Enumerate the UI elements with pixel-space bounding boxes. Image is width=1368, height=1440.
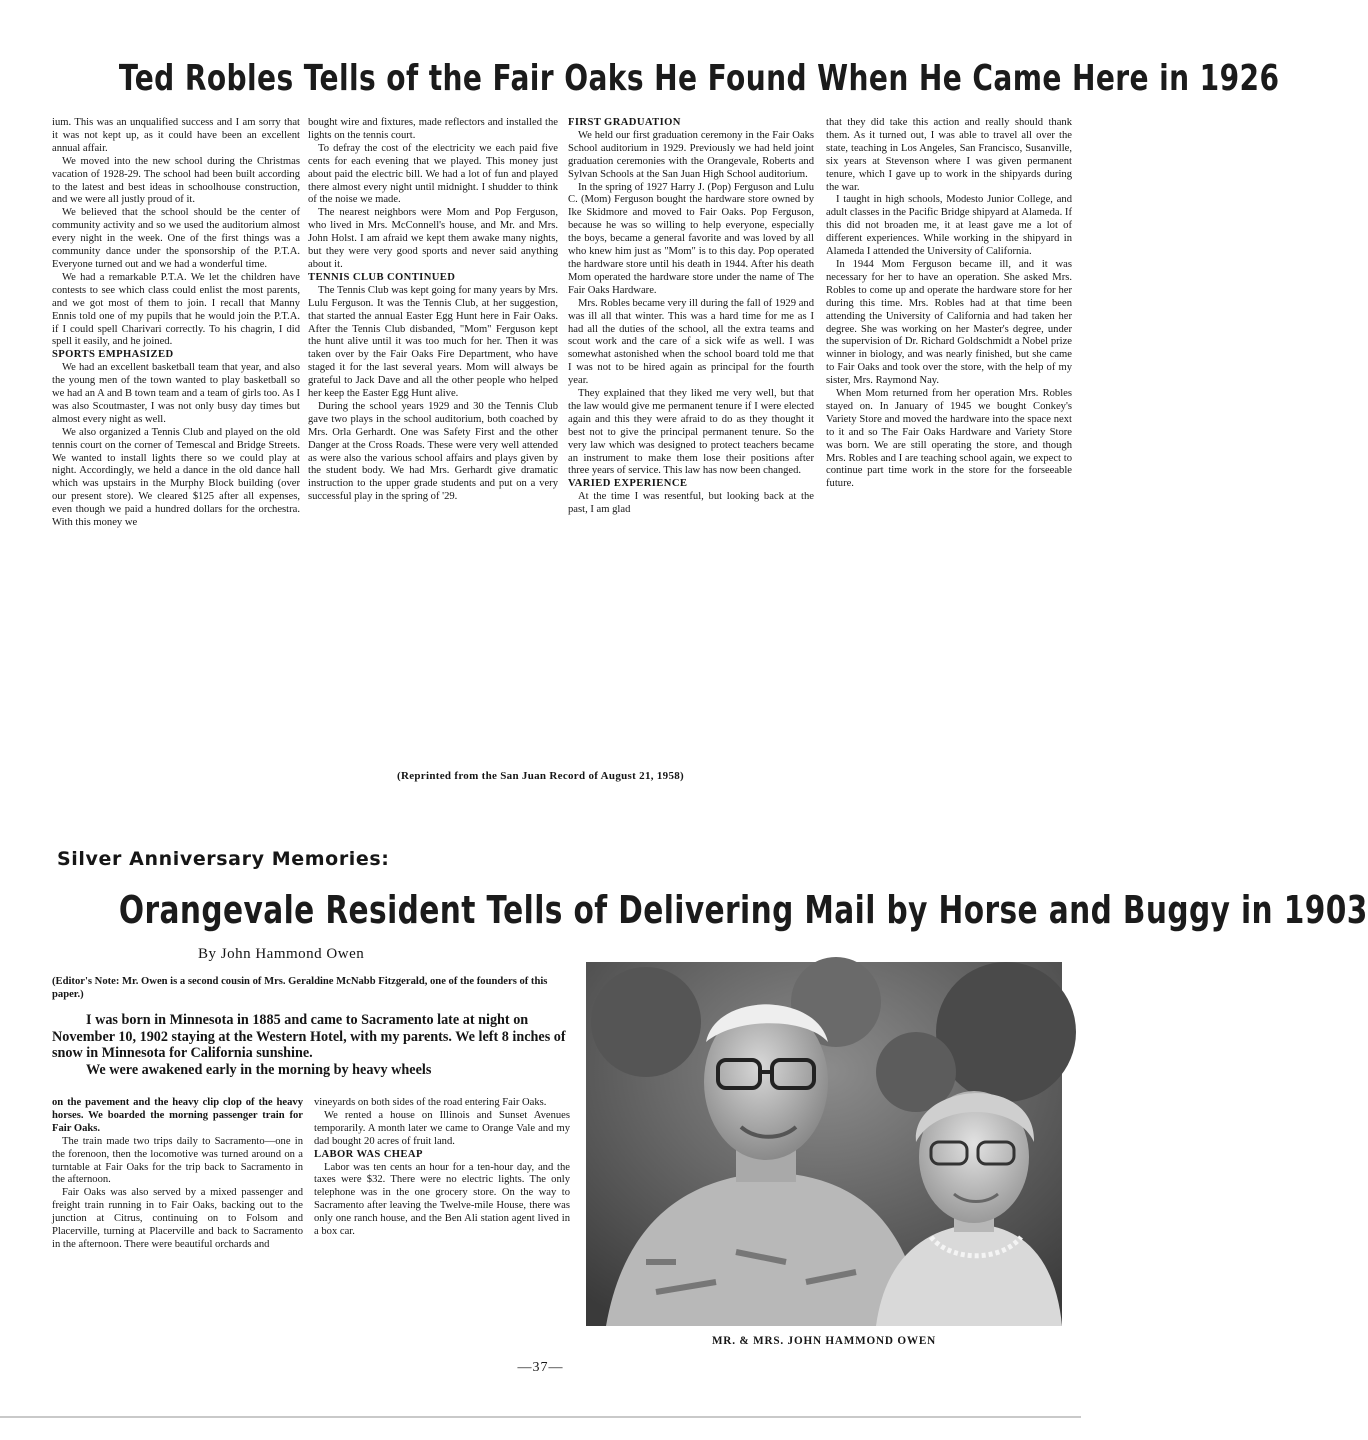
paragraph: We rented a house on Illinois and Sunset Avenues temporarily. A month later we came to Orange Vale and my dad bought 20 acres of fruit land. [314, 1109, 570, 1147]
paragraph: The Tennis Club was kept going for many years by Mrs. Lulu Ferguson. It was the Tennis Club, at her suggestion, that started the annual Easter Egg Hunt here in Fair Oaks. After the Tennis Club disbanded, "Mom" Ferguson kept the hunt alive until it was too much for her. Then it was taken over by the Fair Oaks Fire Department, who have staged it for the last several years. Mom will always be grateful to Jack Dave and all the other people who helped her keep the Easter Egg Hunt alive. [308, 284, 558, 400]
subheading: LABOR WAS CHEAP [314, 1148, 423, 1160]
intro-paragraph: I was born in Minnesota in 1885 and came to Sacramento late at night on November 10, 1902 staying at the Western Hotel, with my parents. We left 8 inches of snow in Minnesota for California sunshine. [52, 1012, 566, 1062]
page-number: —37— [517, 1360, 564, 1375]
paragraph: We also organized a Tennis Club and played on the old tennis court on the corner of Temescal and Bridge Streets. We wanted to install lights there so we could play at night. Accordingly, we held a dance in the old dance hall which was upstairs in the Murphy Block building (over our present store). We cleared $125 after all expenses, even though we paid a hundred dollars for the orchestra. With this money we [52, 426, 300, 529]
paragraph: on the pavement and the heavy clip clop of the heavy horses. We boarded the morning passenger train for Fair Oaks. [52, 1097, 303, 1134]
intro-paragraph: We were awakened early in the morning by heavy wheels [86, 1061, 432, 1078]
paragraph: bought wire and fixtures, made reflectors and installed the lights on the tennis court. [308, 117, 558, 141]
paragraph: The nearest neighbors were Mom and Pop Ferguson, who lived in Mrs. McConnell's house, and Mr. and Mrs. John Holst. I am afraid we kept them awake many nights, but they were very good sports and never said anything about it. [308, 207, 558, 270]
paragraph: We had a remarkable P.T.A. We let the children have contests to see which class could enlist the most parents, and we got most of them to join. I recall that Manny Ennis told one of my pupils that he would join the P.T.A. if I could spell Charivari correctly. To his chagrin, I did spell it easily, and he joined. [52, 271, 300, 348]
article1-column-1 [52, 117, 300, 749]
paragraph: During the school years 1929 and 30 the Tennis Club gave two plays in the school auditorium, both coached by Mrs. Orla Gerhardt. One was Safety First and the other Danger at the Cross Roads. These were very well attended as were also the various school affairs and plays given by the student body. We had Mrs. Gerhardt give dramatic instruction to the upper grade students and put on a very successful play in the spring of '29. [308, 400, 558, 503]
subheading: TENNIS CLUB CONTINUED [308, 271, 456, 283]
paragraph: We held our first graduation ceremony in the Fair Oaks School auditorium in 1929. Previously we had held joint graduation ceremonies with the Orangevale, Roberts and Sylvan Schools at the San Juan High School auditorium. [568, 129, 814, 180]
paragraph: I taught in high schools, Modesto Junior College, and adult classes in the Pacific Bridge shipyard at Alameda. If this did not broaden me, it at least gave me a lot of different experiences. While working in the shipyard in Alameda I attended the University of California. [826, 194, 1072, 258]
subheading: VARIED EXPERIENCE [568, 478, 688, 490]
article1-column-2 [308, 117, 558, 749]
photo-caption: MR. & MRS. JOHN HAMMOND OWEN [711, 1335, 937, 1347]
paragraph: In 1944 Mom Ferguson became ill, and it was necessary for her to have an operation. She asked Mrs. Robles to come up and operate the hardware store for her during this time. Mrs. Robles had at that time been attending the University of California and had taken her degree. She was working on her Master's degree, under the supervision of Dr. Richard Goldschmidt a Nobel prize winner in biology, and was nearly finished, but she came to Fair Oaks and took over the store, with the help of my sister, Mrs. Raymond Nay. [826, 258, 1072, 387]
paragraph: They explained that they liked me very well, but that the law would give me permanent tenure if I were elected again and this they were afraid to do as they thought it best not to give the principal permanent tenure. So the very law which was designed to protect teachers became an instrument to make them lose their positions after three years of service. This law has now been changed. [568, 388, 814, 477]
paragraph: We moved into the new school during the Christmas vacation of 1928-29. The school had been built according to the latest and best ideas in schoolhouse construction, and we were all justly proud of it. [52, 155, 300, 206]
paragraph: vineyards on both sides of the road entering Fair Oaks. [314, 1097, 547, 1108]
byline: By John Hammond Owen [198, 946, 365, 962]
article2-column-2 [314, 1097, 570, 1357]
paragraph: Labor was ten cents an hour for a ten-hour day, and the taxes were $32. There were no electric lights. The only telephone was in the one grocery store. On the way to Sacramento after leaving the Twelve-mile House, there was only one ranch house, and the Ben Ali station agent lived in a box car. [314, 1161, 570, 1238]
article2-kicker: Silver Anniversary Memories: [57, 848, 390, 870]
paragraph: that they did take this action and really should thank them. As it turned out, I was able to travel all over the state, teaching in Los Angeles, San Francisco, Susanville, six years at Stevenson where I was given permanent tenure, which I gave up to work in the shipyards during the war. [826, 117, 1072, 193]
paragraph: In the spring of 1927 Harry J. (Pop) Ferguson and Lulu C. (Mom) Ferguson bought the hardware store owned by Ike Skidmore and moved to Fair Oaks. Pop Ferguson, because he was so willing to help everyone, especially the boys, became a general favorite and was loved by all who knew him just as "Mom" is to this day. Pop operated the hardware store until his death in 1944. After his death Mom operated the hardware store under the name of The Fair Oaks Hardware. [568, 181, 814, 296]
editors-note: (Editor's Note: Mr. Owen is a second cousin of Mrs. Geraldine McNabb Fitzgerald, one of the founders of this paper.) [52, 976, 548, 1000]
article2-headline: Orangevale Resident Tells of Delivering Mail by Horse and Buggy in 1903 [118, 888, 1368, 932]
article2-intro [52, 1012, 572, 1078]
subheading: SPORTS EMPHASIZED [52, 349, 174, 361]
paragraph: When Mom returned from her operation Mrs. Robles stayed on. In January of 1945 we bought Conkey's Variety Store and moved the hardware into the space next to it and so The Fair Oaks Hardware and Variety Store was born. We are still operating the store, and though Mrs. Robles and I are teaching school again, we expect to continue part time work in the store for the forseeable future. [826, 388, 1072, 490]
paragraph: We had an excellent basketball team that year, and also the young men of the town wanted to play basketball so we had an A and B town team and a team of girls too. As I was also Scoutmaster, I was not only busy day times but almost every night as well. [52, 362, 300, 425]
article1-headline: Ted Robles Tells of the Fair Oaks He Found When He Came Here in 1926 [118, 58, 1280, 99]
paragraph: ium. This was an unqualified success and I am sorry that it was not kept up, as it could have been an excellent annual affair. [52, 117, 300, 154]
photo-illustration [586, 962, 1062, 1326]
couple-photo [586, 962, 1062, 1326]
paragraph: At the time I was resentful, but looking back at the past, I am glad [568, 491, 814, 516]
article1-column-3 [568, 117, 814, 749]
article1-column-4 [826, 117, 1072, 749]
reprint-note: (Reprinted from the San Juan Record of August 21, 1958) [396, 770, 685, 782]
footer-divider [0, 1416, 1081, 1418]
paragraph: We believed that the school should be the center of community activity and so we used the auditorium almost every night in the week. One of the first things was a community dance under the sponsorship of the P.T.A. Everyone turned out and we had a wonderful time. [52, 207, 300, 270]
paragraph: To defray the cost of the electricity we each paid five cents for each evening that we played. This money just about paid the electric bill. We had a lot of fun and played there almost every night until midnight. I shudder to think of the noise we made. [308, 142, 558, 206]
paragraph: The train made two trips daily to Sacramento—one in the forenoon, then the locomotive was turned around on a turntable at Fair Oaks for the trip back to Sacramento in the afternoon. [52, 1135, 303, 1186]
subheading: FIRST GRADUATION [568, 117, 681, 128]
paragraph: Mrs. Robles became very ill during the fall of 1929 and was ill all that winter. This was a hard time for me as I had all the duties of the school, all the extra teams and scout work and the care of a sick wife as well. I was somewhat astonished when the school board told me that I was not to be hired again as principal for the fourth year. [568, 297, 814, 387]
paragraph: Fair Oaks was also served by a mixed passenger and freight train running in to Fair Oaks, backing out to the junction at Citrus, continuing on to Folsom and Placerville, turning at Placerville and back to Sacramento in the afternoon. There were beautiful orchards and [52, 1187, 303, 1250]
article2-column-1 [52, 1097, 303, 1357]
